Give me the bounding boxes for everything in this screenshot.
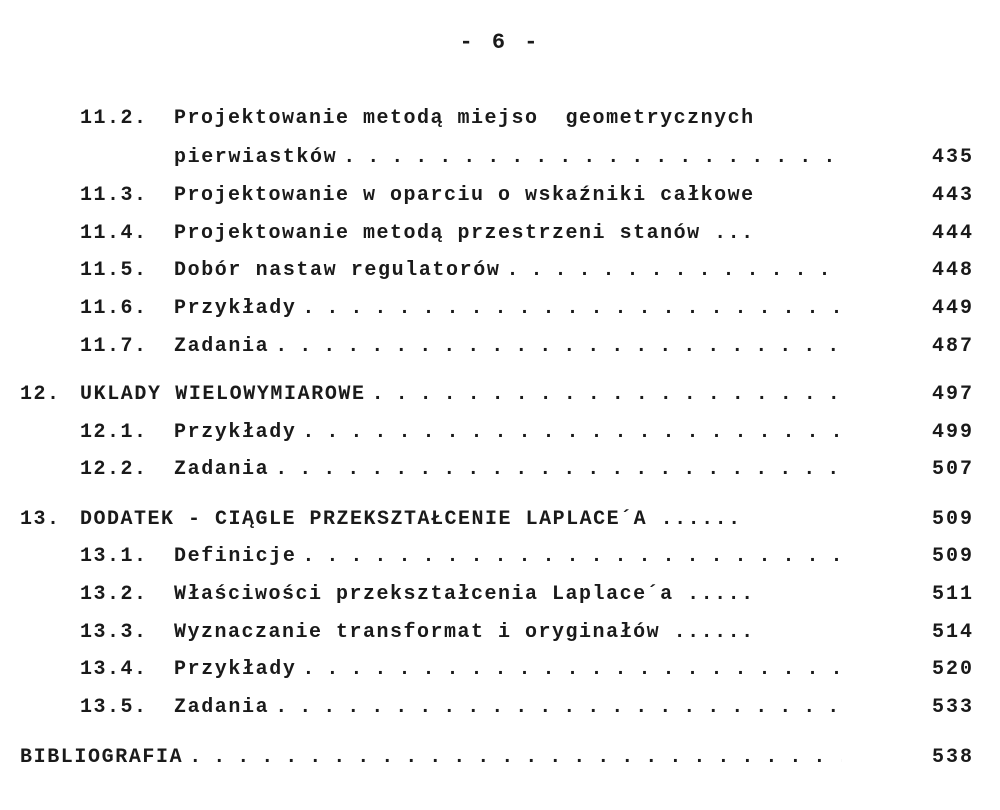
dot-leader [296, 420, 842, 446]
toc-entry-title: DODATEK - CIĄGLE PRZEKSZTAŁCENIE LAPLACE´A ...... [80, 508, 742, 531]
toc-entry-13-4 [0, 657, 1000, 683]
toc-entry-number: 11.4. [80, 222, 148, 245]
toc-entry-number: 11.6. [80, 297, 148, 320]
toc-entry-number: 12.1. [80, 421, 148, 444]
dot-leader [269, 334, 842, 360]
toc-entry-title: Przykłady . . . [174, 657, 842, 683]
toc-entry-13 [0, 507, 1000, 533]
toc-entry-page: 533 [931, 696, 974, 719]
toc-entry-title: Zadania . . . [174, 334, 842, 360]
toc-entry-page: 443 [931, 184, 974, 207]
toc-entry-title: Właściwości przekształcenia Laplace´a ..... [174, 583, 755, 606]
toc-entry-number: 12.2. [80, 458, 148, 481]
toc-entry-page: 520 [931, 658, 974, 681]
toc-entry-number: 11.7. [80, 335, 148, 358]
toc-entry-title: Dobór nastaw regulatorów . . . [174, 258, 842, 284]
toc-entry-page: 499 [931, 421, 974, 444]
dot-leader [183, 745, 842, 771]
toc-entry-11-7 [0, 334, 1000, 360]
toc-entry-bibliography [0, 745, 1000, 771]
toc-entry-page: 449 [931, 297, 974, 320]
toc-entry-13-5 [0, 695, 1000, 721]
toc-entry-page: 514 [931, 621, 974, 644]
toc-entry-11-3 [0, 183, 1000, 209]
dot-leader [500, 258, 842, 284]
toc-entry-title: Przykłady . . . [174, 420, 842, 446]
toc-entry-11-6 [0, 296, 1000, 322]
toc-entry-title: Przykłady . . . [174, 296, 842, 322]
toc-entry-title: Zadania . . . [174, 457, 842, 483]
toc-entry-title: Definicje . . . [174, 544, 842, 570]
toc-entry-title: BIBLIOGRAFIA . . . [20, 745, 842, 771]
toc-entry-12 [0, 382, 1000, 408]
toc-entry-number: 13.5. [80, 696, 148, 719]
toc-entry-title: Zadania . . . [174, 695, 842, 721]
toc-entry-number: 13.2. [80, 583, 148, 606]
toc-entry-page: 507 [931, 458, 974, 481]
dot-leader [269, 457, 842, 483]
toc-entry-13-3 [0, 620, 1000, 646]
toc-entry-title: Projektowanie metodą przestrzeni stanów ... [174, 222, 755, 245]
toc-entry-title: Projektowanie w oparciu o wskaźniki całkowe [174, 184, 755, 207]
toc-entry-page: 497 [931, 383, 974, 406]
toc-entry-page: 444 [931, 222, 974, 245]
toc-entry-13-1 [0, 544, 1000, 570]
toc-entry-11-4 [0, 221, 1000, 247]
toc-entry-number: 13. [20, 508, 61, 531]
dot-leader [296, 296, 842, 322]
dot-leader [296, 544, 842, 570]
toc-entry-11-2-cont [0, 145, 1000, 171]
dot-leader [296, 657, 842, 683]
toc-entry-12-1 [0, 420, 1000, 446]
toc-entry-title: Wyznaczanie transformat i oryginałów ...... [174, 621, 755, 644]
toc-entry-page: 487 [931, 335, 974, 358]
toc-entry-12-2 [0, 457, 1000, 483]
toc-entry-page: 448 [931, 259, 974, 282]
toc-entry-number: 13.4. [80, 658, 148, 681]
dot-leader [269, 695, 842, 721]
toc-entry-number: 13.1. [80, 545, 148, 568]
toc-entry-title-line1: Projektowanie metodą miejso geometrycznych [174, 107, 755, 130]
dot-leader [366, 382, 842, 408]
toc-entry-page: 509 [931, 545, 974, 568]
toc-entry-page: 509 [931, 508, 974, 531]
toc-entry-13-2 [0, 582, 1000, 608]
dot-leader [337, 145, 842, 171]
toc-entry-number: 12. [20, 383, 61, 406]
toc-entry-page: 511 [931, 583, 974, 606]
toc-entry-page: 538 [931, 746, 974, 769]
page-number: - 6 - [459, 30, 541, 55]
toc-entry-number: 13.3. [80, 621, 148, 644]
toc-entry-number: 11.2. [80, 107, 148, 130]
toc-entry-title: UKLADY WIELOWYMIAROWE . . . [80, 382, 842, 408]
toc-entry-number: 11.3. [80, 184, 148, 207]
toc-entry-title: pierwiastków . . . [174, 145, 842, 171]
toc-entry-11-2 [0, 106, 1000, 132]
toc-entry-number: 11.5. [80, 259, 148, 282]
toc-entry-11-5 [0, 258, 1000, 284]
toc-entry-page: 435 [931, 146, 974, 169]
